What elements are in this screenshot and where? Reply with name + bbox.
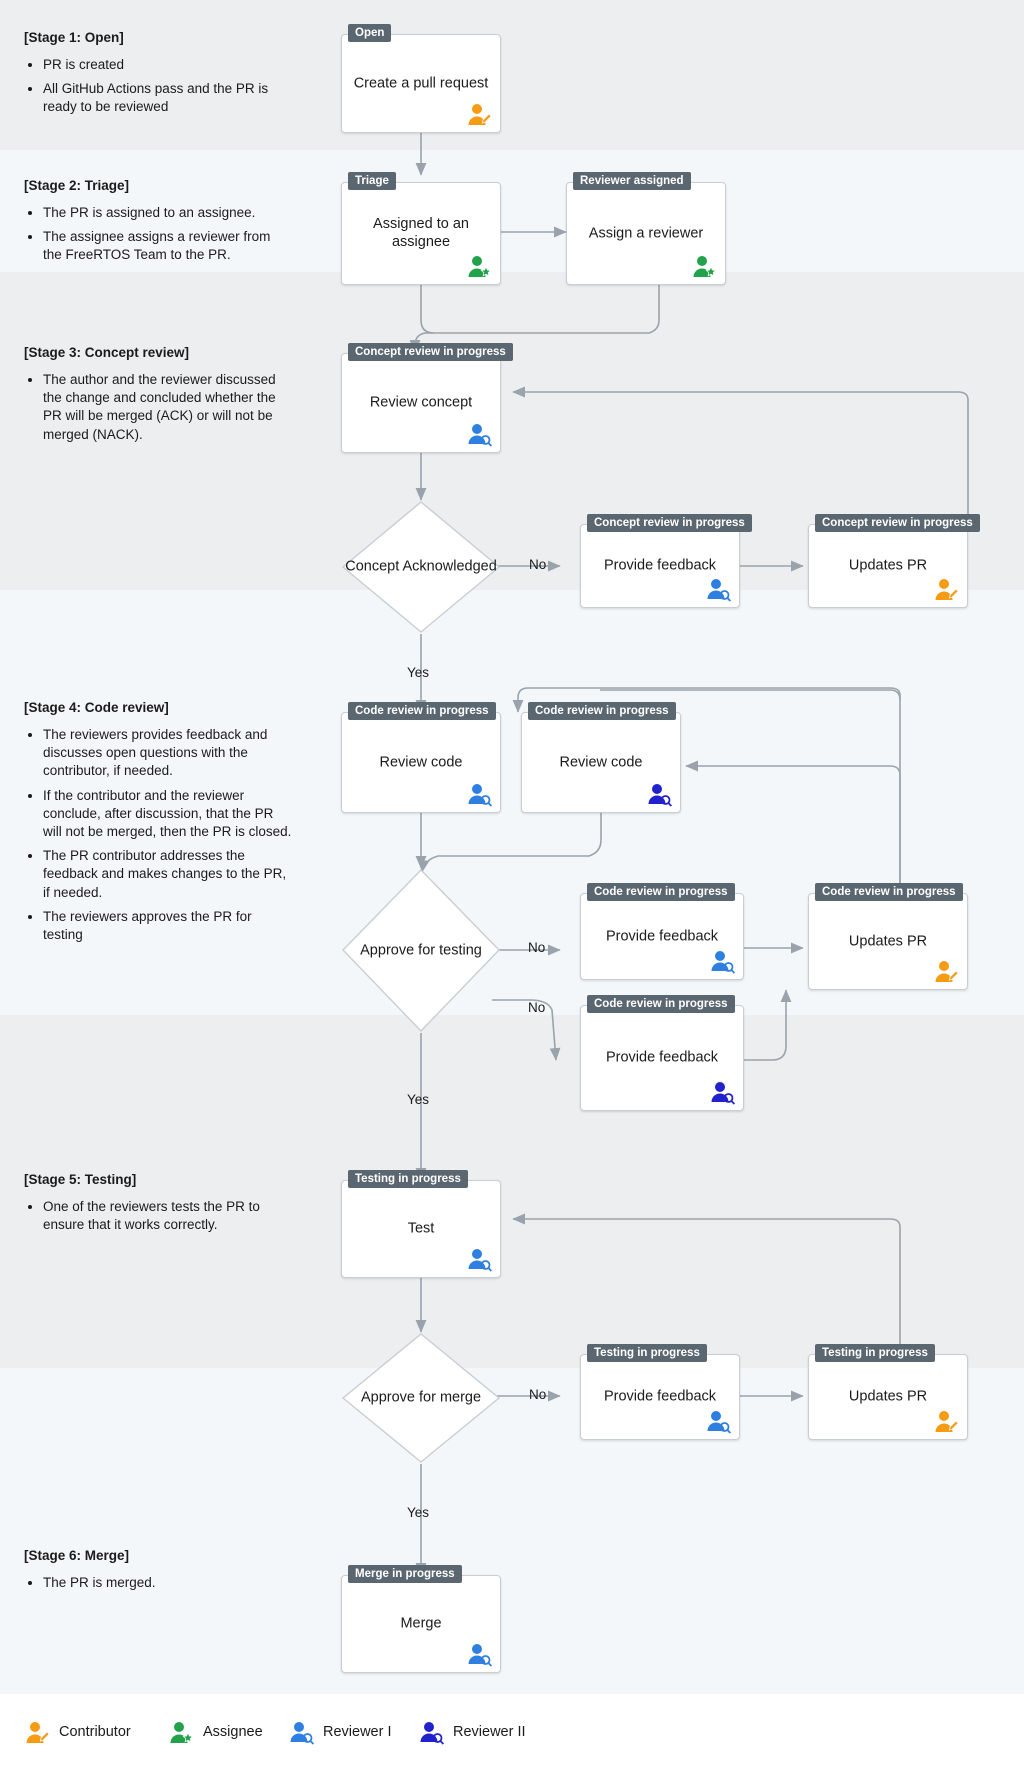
node-code-updates-pr[interactable] [808, 885, 968, 990]
node-text: Assign a reviewer [588, 225, 704, 242]
node-text: Review code [559, 754, 643, 771]
list-item: • The assignee assigns a reviewer from the FreeRTOS Team to the PR. [43, 228, 292, 264]
decision-concept-acknowledged[interactable] [341, 500, 501, 634]
reviewer1-avatar-icon [466, 781, 492, 807]
decision-approve-for-merge[interactable] [341, 1332, 501, 1464]
node-label: Code review in progress [528, 702, 676, 720]
node-concept-provide-feedback[interactable] [580, 516, 745, 608]
legend-label: Contributor [59, 1724, 131, 1740]
stage-2-list [24, 204, 292, 265]
stage-3-text [24, 345, 292, 444]
stage-5-text [24, 1172, 292, 1234]
node-text: Merge [400, 1615, 442, 1632]
stage-1-title: [Stage 1: Open] [24, 30, 124, 45]
node-text: Updates PR [848, 933, 928, 950]
reviewer2-avatar-icon [418, 1719, 444, 1745]
contributor-avatar-icon [933, 576, 959, 602]
edge-label-merge-no: No [529, 1387, 547, 1402]
edge-label-concept-no: No [529, 557, 547, 572]
list-item: • All GitHub Actions pass and the PR is ready to be reviewed [43, 80, 292, 116]
node-label: Code review in progress [815, 883, 963, 901]
list-item: • The PR is merged. [43, 1574, 292, 1592]
legend-item-assignee [168, 1719, 263, 1745]
node-code-provide-feedback-1[interactable] [580, 885, 744, 980]
reviewer2-avatar-icon [709, 1079, 735, 1105]
edge-label-concept-yes: Yes [407, 665, 430, 680]
legend-item-reviewer-1 [288, 1719, 392, 1745]
assignee-avatar-icon [691, 253, 717, 279]
node-assigned-to-assignee[interactable] [341, 174, 501, 285]
assignee-avatar-icon [168, 1719, 194, 1745]
reviewer1-avatar-icon [705, 1408, 731, 1434]
stage-6-list [24, 1574, 292, 1592]
stage-3-list [24, 371, 292, 444]
list-item: • One of the reviewers tests the PR to ensure that it works correctly. [43, 1198, 292, 1234]
node-text: Create a pull request [353, 75, 489, 92]
node-text: Provide feedback [603, 1388, 717, 1405]
contributor-avatar-icon [466, 101, 492, 127]
reviewer1-avatar-icon [709, 948, 735, 974]
stage-6-title: [Stage 6: Merge] [24, 1548, 130, 1563]
node-label: Concept review in progress [348, 343, 513, 361]
list-item: • The PR contributor addresses the feedback and makes changes to the PR, if needed. [43, 847, 292, 902]
node-assign-a-reviewer[interactable] [566, 174, 726, 285]
legend-label: Reviewer I [323, 1724, 392, 1740]
edge-label-testing-yes: Yes [407, 1092, 430, 1107]
legend-item-contributor [24, 1719, 131, 1745]
list-item: • If the contributor and the reviewer conclude, after discussion, that the PR will not be merged, then the PR is closed. [43, 787, 292, 842]
node-text: Review code [379, 754, 463, 771]
node-label: Code review in progress [348, 702, 496, 720]
reviewer1-avatar-icon [466, 1246, 492, 1272]
legend-label: Reviewer II [453, 1724, 526, 1740]
contributor-avatar-icon [24, 1719, 50, 1745]
list-item: • The author and the reviewer discussed the change and concluded whether the PR will be merged (ACK) or will not be merged (NACK). [43, 371, 292, 444]
contributor-avatar-icon [933, 1408, 959, 1434]
stage-4-list [24, 726, 292, 944]
node-label: Code review in progress [587, 883, 735, 901]
contributor-avatar-icon [933, 958, 959, 984]
node-test-provide-feedback[interactable] [580, 1346, 740, 1440]
node-review-concept[interactable] [341, 345, 506, 453]
reviewer1-avatar-icon [466, 1641, 492, 1667]
stage-4-title: [Stage 4: Code review] [24, 700, 169, 715]
assignee-avatar-icon [466, 253, 492, 279]
node-concept-updates-pr[interactable] [808, 516, 973, 608]
legend-label: Assignee [203, 1724, 263, 1740]
reviewer1-avatar-icon [466, 421, 492, 447]
node-label: Code review in progress [587, 995, 735, 1013]
list-item: • The reviewers approves the PR for testing [43, 908, 292, 944]
stage-2-title: [Stage 2: Triage] [24, 178, 130, 193]
stage-6-text [24, 1548, 292, 1592]
reviewer2-avatar-icon [646, 781, 672, 807]
node-text: Provide feedback [605, 928, 719, 945]
node-label: Merge in progress [348, 1565, 462, 1583]
node-code-provide-feedback-2[interactable] [580, 997, 744, 1111]
reviewer1-avatar-icon [288, 1719, 314, 1745]
list-item: • The reviewers provides feedback and discusses open questions with the contributor, if needed. [43, 726, 292, 781]
decision-text: Approve for testing [360, 942, 482, 959]
node-text: Updates PR [848, 557, 928, 574]
legend-item-reviewer-2 [418, 1719, 526, 1745]
stage-3-title: [Stage 3: Concept review] [24, 345, 190, 360]
list-item: • The PR is assigned to an assignee. [43, 204, 292, 222]
node-label: Testing in progress [348, 1170, 468, 1188]
stage-4-text [24, 700, 292, 944]
reviewer1-avatar-icon [705, 576, 731, 602]
node-review-code-1[interactable] [341, 704, 501, 813]
node-label: Open [348, 24, 391, 42]
decision-text: Concept Acknowledged [345, 558, 497, 575]
node-text: Provide feedback [603, 557, 717, 574]
node-text: Assigned to an assignee [373, 215, 469, 251]
decision-approve-for-testing[interactable] [341, 868, 501, 1033]
list-item: • PR is created [43, 56, 292, 74]
edge-label-merge-yes: Yes [407, 1505, 430, 1520]
node-create-pull-request[interactable] [341, 26, 501, 133]
stage-5-list [24, 1198, 292, 1234]
node-text: Review concept [369, 394, 473, 411]
node-merge[interactable] [341, 1567, 501, 1673]
legend [0, 1700, 1024, 1772]
node-text: Provide feedback [605, 1049, 719, 1066]
node-label: Concept review in progress [815, 514, 980, 532]
stage-1-text [24, 30, 292, 117]
node-label: Concept review in progress [587, 514, 752, 532]
edge-label-testing-no-1: No [528, 940, 546, 955]
node-label: Triage [348, 172, 396, 190]
node-label: Testing in progress [587, 1344, 707, 1362]
stage-2-text [24, 178, 292, 265]
node-review-code-2[interactable] [521, 704, 681, 813]
edge-label-testing-no-2: No [528, 1000, 546, 1015]
stage-1-list [24, 56, 292, 117]
node-label: Reviewer assigned [573, 172, 691, 190]
decision-text: Approve for merge [360, 1389, 482, 1406]
node-text: Test [407, 1220, 435, 1237]
node-text: Updates PR [848, 1388, 928, 1405]
node-label: Testing in progress [815, 1344, 935, 1362]
node-test-updates-pr[interactable] [808, 1346, 968, 1440]
stage-5-title: [Stage 5: Testing] [24, 1172, 137, 1187]
node-test[interactable] [341, 1172, 501, 1278]
